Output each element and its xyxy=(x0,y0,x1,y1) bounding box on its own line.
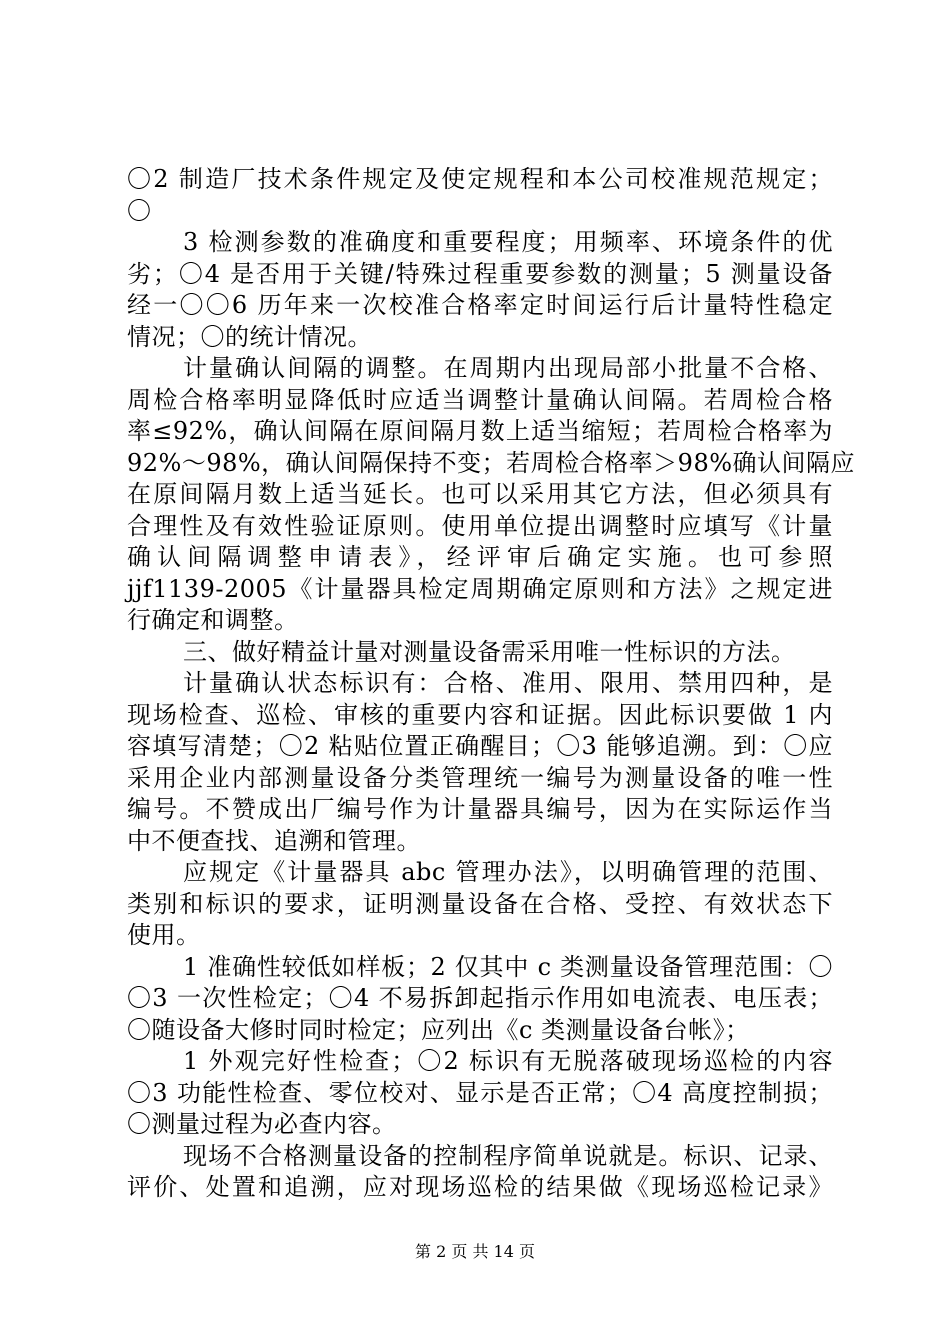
text-line: 现场检查、巡检、审核的重要内容和证据。因此标识要做 1 内 xyxy=(127,700,833,729)
text-line: 编号。不赞成出厂编号作为计量器具编号，因为在实际运作当 xyxy=(127,795,833,823)
text-line: 确认间隔调整申请表》，经评审后确定实施。也可参照 xyxy=(127,543,833,571)
text-line: 合理性及有效性验证原则。使用单位提出调整时应填写《计量 xyxy=(127,511,833,540)
text-line: 1 准确性较低如样板；2 仅其中 c 类测量设备管理范围：〇 xyxy=(183,952,833,981)
text-line: 应规定《计量器具 abc 管理办法》，以明确管理的范围、 xyxy=(183,858,833,886)
text-line: 率≤92%，确认间隔在原间隔月数上适当缩短；若周检合格率为 xyxy=(127,417,833,445)
text-line: 中不便查找、追溯和管理。 xyxy=(127,826,421,855)
text-line: 〇 xyxy=(127,196,152,225)
text-line: 采用企业内部测量设备分类管理统一编号为测量设备的唯一性 xyxy=(127,763,833,792)
text-line: 在原间隔月数上适当延长。也可以采用其它方法，但必须具有 xyxy=(127,480,833,508)
text-line: 1 外观完好性检查；〇2 标识有无脱落破现场巡检的内容 xyxy=(183,1047,833,1075)
text-line: 〇随设备大修时同时检定；应列出《c 类测量设备台帐》； xyxy=(127,1015,750,1044)
text-line: 情况；〇的统计情况。 xyxy=(127,322,372,351)
document-body xyxy=(127,164,856,1204)
text-line: 评价、处置和追溯，应对现场巡检的结果做《现场巡检记录》 xyxy=(127,1173,833,1201)
text-line: 92%～98%，确认间隔保持不变；若周检合格率＞98%确认间隔应 xyxy=(127,448,856,477)
text-line: 〇测量过程为必查内容。 xyxy=(127,1110,397,1138)
text-line: 3 检测参数的准确度和重要程度；用频率、环境条件的优 xyxy=(183,228,833,256)
text-line: 使用。 xyxy=(127,921,201,949)
page-footer: 第 2 页 共 14 页 xyxy=(415,1242,535,1261)
text-line: 计量确认间隔的调整。在周期内出现局部小批量不合格、 xyxy=(183,354,833,382)
text-line: 〇3 功能性检查、零位校对、显示是否正常；〇4 高度控制损； xyxy=(127,1078,833,1107)
text-line: 类别和标识的要求，证明测量设备在合格、受控、有效状态下 xyxy=(127,889,833,918)
text-line: 现场不合格测量设备的控制程序简单说就是。标识、记录、 xyxy=(183,1141,833,1170)
text-line: 容填写清楚；〇2 粘贴位置正确醒目；〇3 能够追溯。到：〇应 xyxy=(127,732,833,760)
text-line: 〇3 一次性检定；〇4 不易拆卸起指示作用如电流表、电压表； xyxy=(127,984,833,1012)
text-line: jjf1139-2005《计量器具检定周期确定原则和方法》之规定进 xyxy=(127,574,833,603)
text-line: 经一〇〇6 历年来一次校准合格率定时间运行后计量特性稳定 xyxy=(127,291,833,319)
text-line: 计量确认状态标识有：合格、准用、限用、禁用四种，是 xyxy=(183,669,833,697)
text-line: 周检合格率明显降低时应适当调整计量确认间隔。若周检合格 xyxy=(127,385,833,414)
text-line: 三、做好精益计量对测量设备需采用唯一性标识的方法。 xyxy=(183,637,796,666)
text-line: 〇2 制造厂技术条件规定及使定规程和本公司校准规范规定； xyxy=(127,165,833,193)
text-line: 行确定和调整。 xyxy=(127,606,299,634)
text-line: 劣；〇4 是否用于关键/特殊过程重要参数的测量；5 测量设备 xyxy=(127,259,833,288)
